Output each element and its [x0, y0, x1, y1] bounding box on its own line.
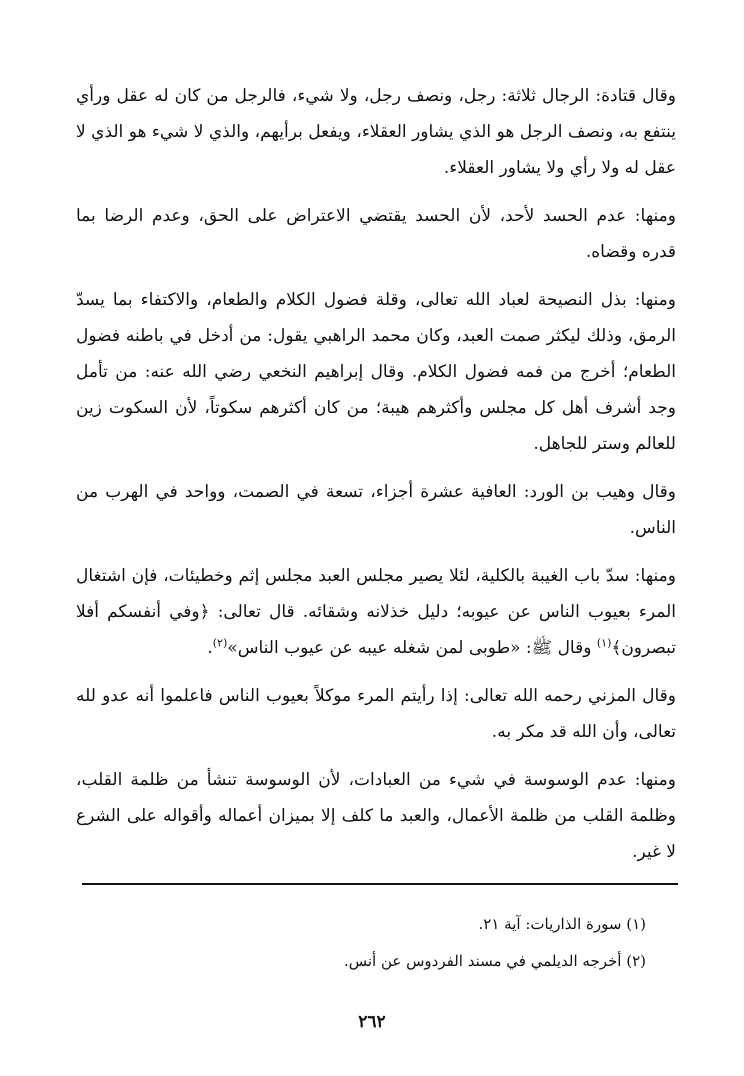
footnote-divider [82, 883, 678, 885]
paragraph-qatada: وقال قتادة: الرجال ثلاثة: رجل، ونصف رجل، ولا شيء، فالرجل من كان له عقل ورأي ينتفع به، ونصف الرجل هو الذي يشاور العقلاء، ويفعل برأيهم، والذي لا شيء هو الذي لا عقل له ولا رأي ولا يشاور العقلاء. [76, 86, 676, 178]
paragraph-backbiting [76, 558, 676, 666]
paragraph-muzani: وقال المزني رحمه الله تعالى: إذا رأيتم المرء موكلاً بعيوب الناس فاعلموا أنه عدو لله تعالى، وأن الله قد مكر به. [76, 686, 676, 742]
footnotes [90, 906, 646, 980]
paragraph-envy: ومنها: عدم الحسد لأحد، لأن الحسد يقتضي الاعتراض على الحق، وعدم الرضا بما قدره وقضاه. [76, 206, 676, 262]
backbiting-text-start: ومنها: سدّ باب الغيبة بالكلية، لئلا يصير مجلس العبد مجلس إثم وخطيئات، فإن اشتغال المرء بعيوب الناس عن عيوبه؛ دليل خذلانه وشقائه. قال تعالى: ﴿وفي أنفسكم أفلا تبصرون﴾ [76, 566, 676, 658]
footnote-1: (١) سورة الذاريات: آية ٢١. [478, 915, 646, 933]
paragraph-waswasa: ومنها: عدم الوسوسة في شيء من العبادات، لأن الوسوسة تنشأ من ظلمة القلب، وظلمة القلب من ظلمة الأعمال، والعبد ما كلف إلا بميزان أعماله وأقواله على الشرع لا غير. [76, 770, 676, 862]
paragraph-advice: ومنها: بذل النصيحة لعباد الله تعالى، وقلة فضول الكلام والطعام، والاكتفاء بما يسدّ الرمق، وذلك ليكثر صمت العبد، وكان محمد الراهبي يقول: من أدخل في باطنه فضول الطعام؛ أخرج من فمه فضول الكلام. وقال إبراهيم النخعي رضي الله عنه: من تأمل وجد أشرف أهل كل مجلس وأكثرهم هيبة؛ من كان أكثرهم سكوتاً، لأن السكوت زين للعالم وستر للجاهل. [76, 290, 676, 454]
footnote-ref-1: (١) [596, 636, 612, 650]
main-text [76, 78, 676, 882]
backbiting-text-middle: وقال ﷺ: «طوبى لمن شغله عيبه عن عيوب الناس» [227, 638, 597, 658]
page-number: ٢٦٢ [358, 1012, 386, 1032]
paragraph-wuhayb: وقال وهيب بن الورد: العافية عشرة أجزاء، تسعة في الصمت، وواحد في الهرب من الناس. [76, 482, 676, 538]
footnote-ref-2: (٢) [212, 636, 228, 650]
footnote-2: (٢) أخرجه الديلمي في مسند الفردوس عن أنس. [343, 952, 646, 970]
backbiting-text-end: . [207, 638, 213, 658]
